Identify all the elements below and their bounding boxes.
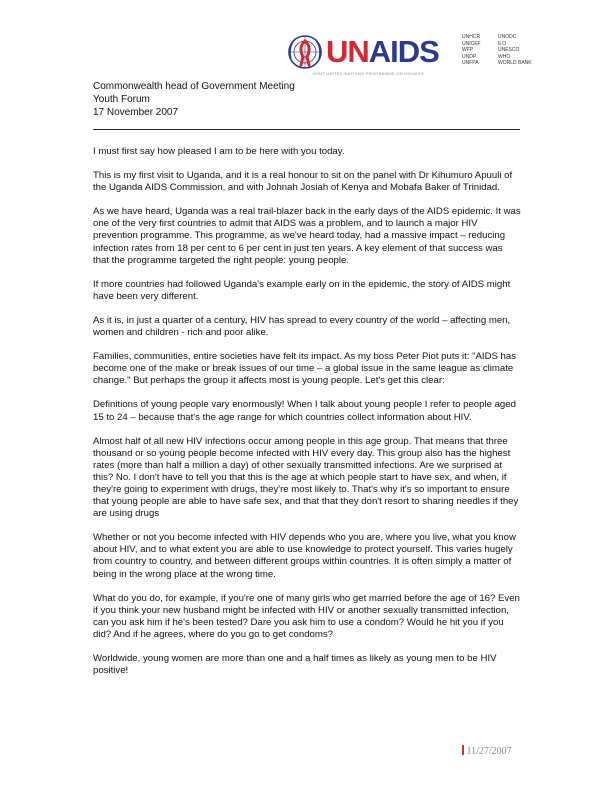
paragraph: Almost half of all new HIV infections occur among people in this age group. That means that three thousand or so young people become infected with HIV every day. This group also has the highest rates (more than half a million a day) of other sexually transmitted infections. Are we surprised at this? No. I don't have to tell you that this is the age at which people start to have sex, and when, if they're going to experiment with drugs, they're most likely to. That's why it's so important to ensure that young people are able to have safe sex, and that that they don't resort to sharing needles if they are using drugs xyxy=(93,435,519,520)
paragraph: Whether or not you become infected with HIV depends who you are, where you live, what you know about HIV, and to what extent you are able to use knowledge to protect yourself. This varies hugely from country to country, and between different groups within countries. It is often simply a matter of being in the wrong place at the wrong time. xyxy=(93,532,516,580)
speech-body xyxy=(93,146,521,689)
cosponsors-list-2: UNODC ILO UNESCO WHO WORLD BANK xyxy=(498,34,532,66)
footer-marker xyxy=(462,745,464,755)
header-divider xyxy=(93,129,520,130)
page-footer xyxy=(462,745,512,757)
paragraph: As it is, in just a quarter of a century, HIV has spread to every country of the world – affecting men, women and children - rich and poor alike. xyxy=(93,314,511,339)
wordmark-un: UN xyxy=(326,34,369,69)
unaids-logo xyxy=(286,33,530,77)
meeting-date: 17 November 2007 xyxy=(93,107,179,118)
logo-tagline: JOINT UNITED NATIONS PROGRAMME ON HIV/AIDS xyxy=(312,71,424,76)
footer-date: 11/27/2007 xyxy=(466,746,512,757)
unaids-wordmark xyxy=(326,34,439,70)
wordmark-aids: AIDS xyxy=(368,34,439,69)
paragraph: This is my first visit to Uganda, and it is a real honour to sit on the panel with Dr Kihumuro Apuuli of the Uganda AIDS Commission, and with Johnah Josiah of Kenya and Mobafa Baker of Trinidad. xyxy=(93,170,513,194)
paragraph: Definitions of young people vary enormously! When I talk about young people I refer to people aged 15 to 24 – because that's the age range for which countries collect information about HIV. xyxy=(93,399,516,423)
cosponsors-list-1: UNHCR UNICEF WFP UNDP UNFPA xyxy=(462,34,481,66)
paragraph: If more countries had followed Uganda's example early on in the epidemic, the story of AIDS might have been very different. xyxy=(93,278,511,302)
forum-name: Youth Forum xyxy=(93,94,150,105)
meeting-title: Commonwealth head of Government Meeting xyxy=(93,81,295,92)
document-header xyxy=(93,80,295,119)
un-emblem-icon xyxy=(286,33,324,71)
paragraph: I must first say how pleased I am to be here with you today. xyxy=(93,146,345,157)
paragraph: What do you do, for example, if you're one of many girls who get married before the age of 16? Even if you think your new husband might be infected with HIV or another sexually transmitted infection, can you ask him if he's been tested? Dare you ask him to use a condom? Would he hit you if you did? And if he agrees, where do you go to get condoms? xyxy=(93,592,520,640)
paragraph: Families, communities, entire societies have felt its impact. As my boss Peter Piot puts it: "AIDS has become one of the make or break issues of our time – a global issue in the same league as climate change." But perhaps the group it affects most is young people. Let's get this clear: xyxy=(93,351,517,387)
paragraph: As we have heard, Uganda was a real trail-blazer back in the early days of the AIDS epidemic. It was one of the very first countries to admit that AIDS was a problem, and to launch a major HIV prevention programme. This programme, as we've heard today, had a massive impact – reducing infection rates from 18 per cent to 6 per cent in just ten years. A key element of that success was that the programme targeted the right people: young people. xyxy=(93,206,521,266)
paragraph: Worldwide, young women are more than one and a half times as likely as young men to be HIV positive! xyxy=(93,653,497,677)
